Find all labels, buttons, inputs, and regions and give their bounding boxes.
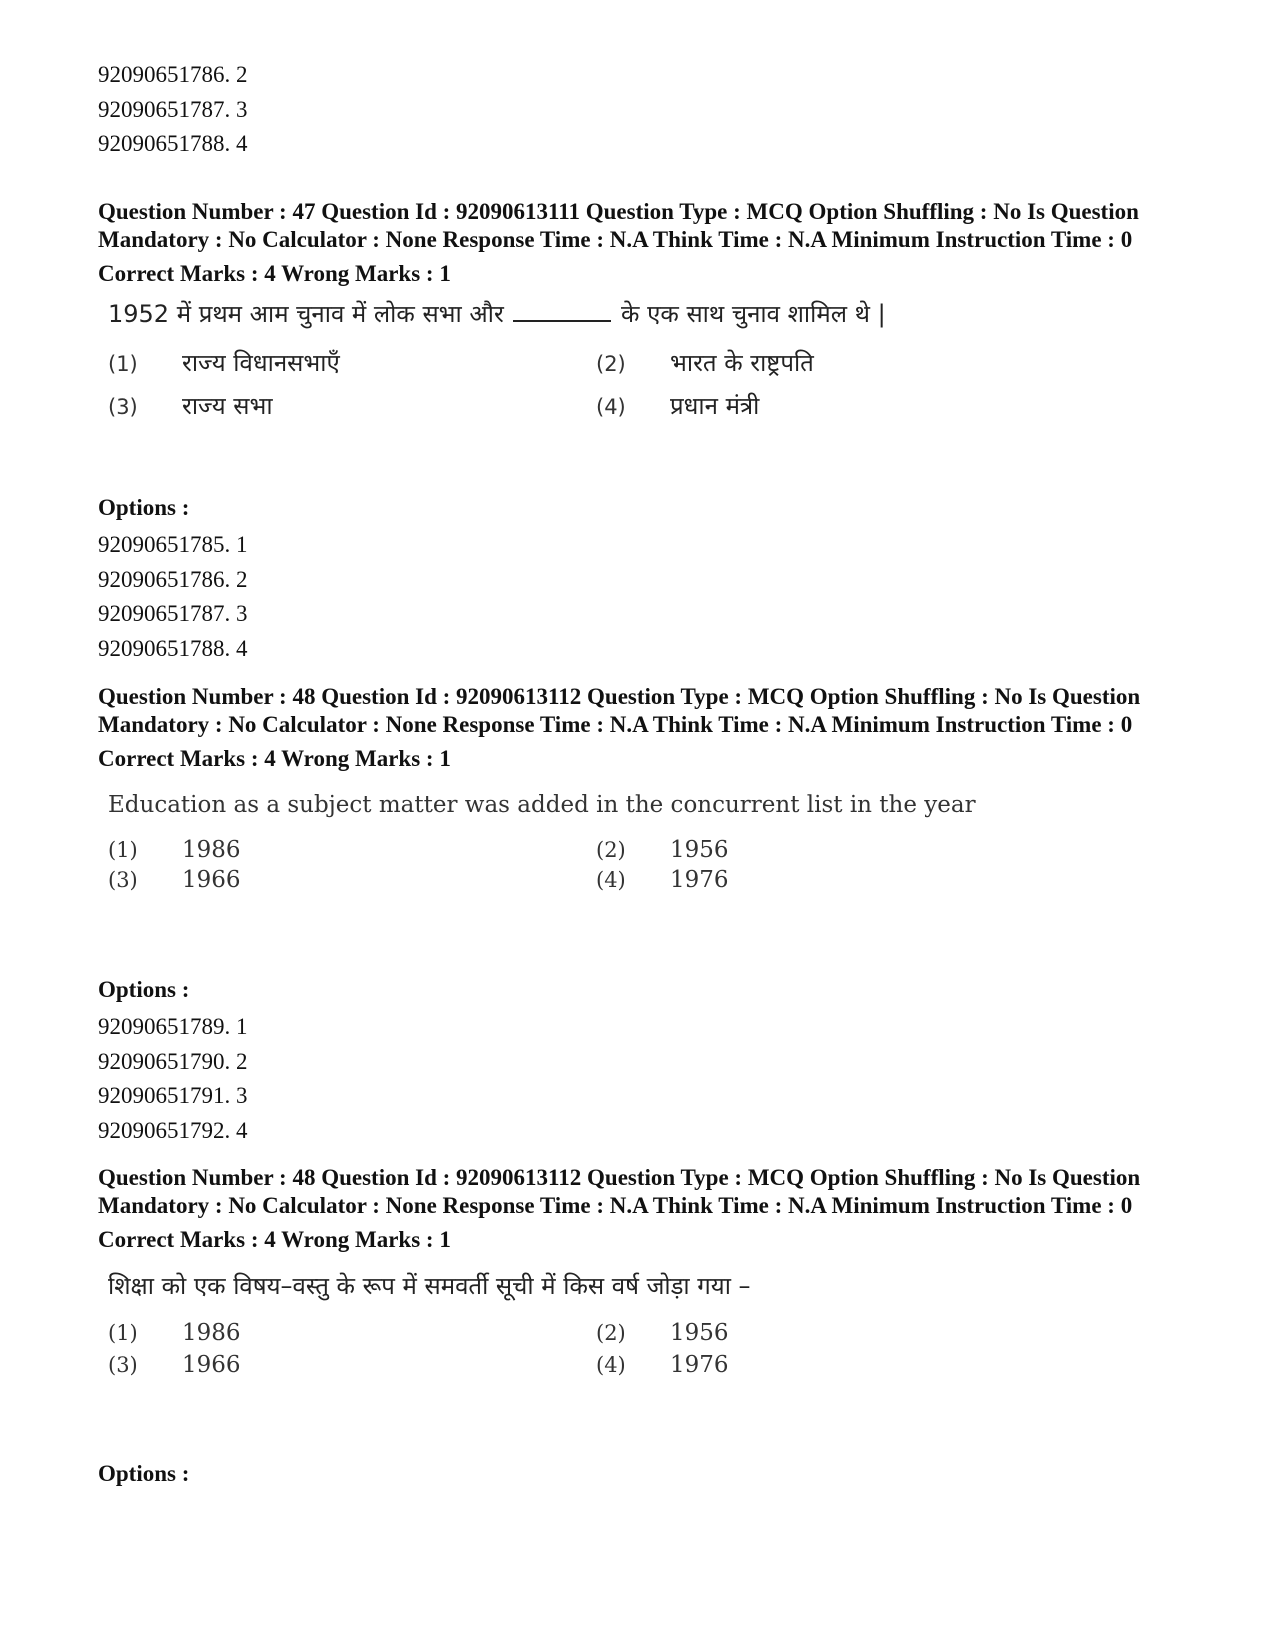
question-meta: Question Number : 48 Question Id : 92090613112 Question Type : MCQ Option Shuffling : No Is Question Mandatory : No Calculator : None Response Time : N.A Think Time : N.A Minimum Instruction Time : 0 xyxy=(98,684,1141,737)
option-line: 92090651792. 4 xyxy=(98,1117,248,1143)
choice-4 xyxy=(596,867,996,893)
choice-text: 1956 xyxy=(670,1320,729,1346)
fill-blank xyxy=(513,320,611,322)
choice-3 xyxy=(108,389,596,422)
answer-choices xyxy=(108,837,1198,893)
option-line: 92090651786. 2 xyxy=(98,566,248,592)
option-line: 92090651789. 1 xyxy=(98,1014,248,1039)
choice-text: भारत के राष्ट्रपति xyxy=(670,349,814,377)
question-marks: Correct Marks : 4 Wrong Marks : 1 xyxy=(98,261,451,286)
choice-number: (4) xyxy=(596,868,626,892)
previous-options-list xyxy=(98,58,248,162)
choice-number: (3) xyxy=(108,1353,138,1377)
choice-1 xyxy=(108,1320,596,1346)
options-label: Options : xyxy=(98,1461,190,1486)
question-47-options xyxy=(98,494,1198,666)
question-marks: Correct Marks : 4 Wrong Marks : 1 xyxy=(98,1227,451,1252)
choice-3 xyxy=(108,867,596,893)
choice-number: (2) xyxy=(596,838,626,862)
choice-text: राज्य सभा xyxy=(182,392,273,420)
question-marks: Correct Marks : 4 Wrong Marks : 1 xyxy=(98,746,451,771)
question-48-hindi-options xyxy=(98,1460,1198,1488)
choice-4 xyxy=(596,1352,996,1378)
question-meta: Question Number : 47 Question Id : 92090613111 Question Type : MCQ Option Shuffling : No Is Question Mandatory : No Calculator : None Response Time : N.A Think Time : N.A Minimum Instruction Time : 0 xyxy=(98,199,1139,252)
question-48-english-options xyxy=(98,976,1198,1148)
option-line: 92090651791. 3 xyxy=(98,1083,248,1108)
question-image xyxy=(108,1268,1198,1378)
stem-text-before: 1952 में प्रथम आम चुनाव में लोक सभा और xyxy=(108,300,504,328)
choice-number: (1) xyxy=(108,352,138,376)
choice-number: (3) xyxy=(108,395,138,419)
choice-text: 1966 xyxy=(182,1352,241,1378)
choice-text: 1956 xyxy=(670,837,729,863)
question-image xyxy=(108,296,1198,422)
choice-text: 1976 xyxy=(670,867,729,893)
question-stem xyxy=(108,296,1198,332)
choice-1 xyxy=(108,346,596,379)
option-line: 92090651788. 4 xyxy=(98,635,248,661)
choice-text: राज्य विधानसभाएँ xyxy=(182,349,340,377)
option-line: 92090651787. 3 xyxy=(98,601,248,626)
choice-number: (1) xyxy=(108,838,138,862)
option-line: 92090651788. 4 xyxy=(98,131,248,156)
choice-4 xyxy=(596,389,996,422)
choice-number: (4) xyxy=(596,1353,626,1377)
choice-text: 1986 xyxy=(182,1320,241,1346)
choice-text: 1976 xyxy=(670,1352,729,1378)
choice-text: 1966 xyxy=(182,867,241,893)
choice-1 xyxy=(108,837,596,863)
choice-number: (1) xyxy=(108,1321,138,1345)
choice-2 xyxy=(596,837,996,863)
question-48-english xyxy=(98,683,1198,893)
option-line: 92090651785. 1 xyxy=(98,532,248,557)
answer-choices xyxy=(108,346,1198,422)
question-48-hindi xyxy=(98,1164,1198,1378)
option-line: 92090651787. 3 xyxy=(98,96,248,122)
choice-number: (4) xyxy=(596,395,626,419)
option-line: 92090651786. 2 xyxy=(98,62,248,87)
option-line: 92090651790. 2 xyxy=(98,1048,248,1074)
choice-text: प्रधान मंत्री xyxy=(670,392,760,420)
choice-number: (3) xyxy=(108,868,138,892)
question-47 xyxy=(98,198,1198,422)
question-stem: शिक्षा को एक विषय–वस्तु के रूप में समवर्ती सूची में किस वर्ष जोड़ा गया – xyxy=(108,1272,751,1300)
question-image xyxy=(108,787,1198,893)
question-meta: Question Number : 48 Question Id : 92090613112 Question Type : MCQ Option Shuffling : No Is Question Mandatory : No Calculator : None Response Time : N.A Think Time : N.A Minimum Instruction Time : 0 xyxy=(98,1165,1141,1218)
choice-2 xyxy=(596,1320,996,1346)
options-label: Options : xyxy=(98,977,190,1002)
choice-number: (2) xyxy=(596,352,626,376)
answer-choices xyxy=(108,1320,1198,1378)
options-label: Options : xyxy=(98,495,190,520)
question-stem: Education as a subject matter was added in the concurrent list in the year xyxy=(108,792,976,818)
choice-3 xyxy=(108,1352,596,1378)
stem-text-after: के एक साथ चुनाव शामिल थे | xyxy=(621,300,886,328)
choice-2 xyxy=(596,346,996,379)
choice-text: 1986 xyxy=(182,837,241,863)
choice-number: (2) xyxy=(596,1321,626,1345)
